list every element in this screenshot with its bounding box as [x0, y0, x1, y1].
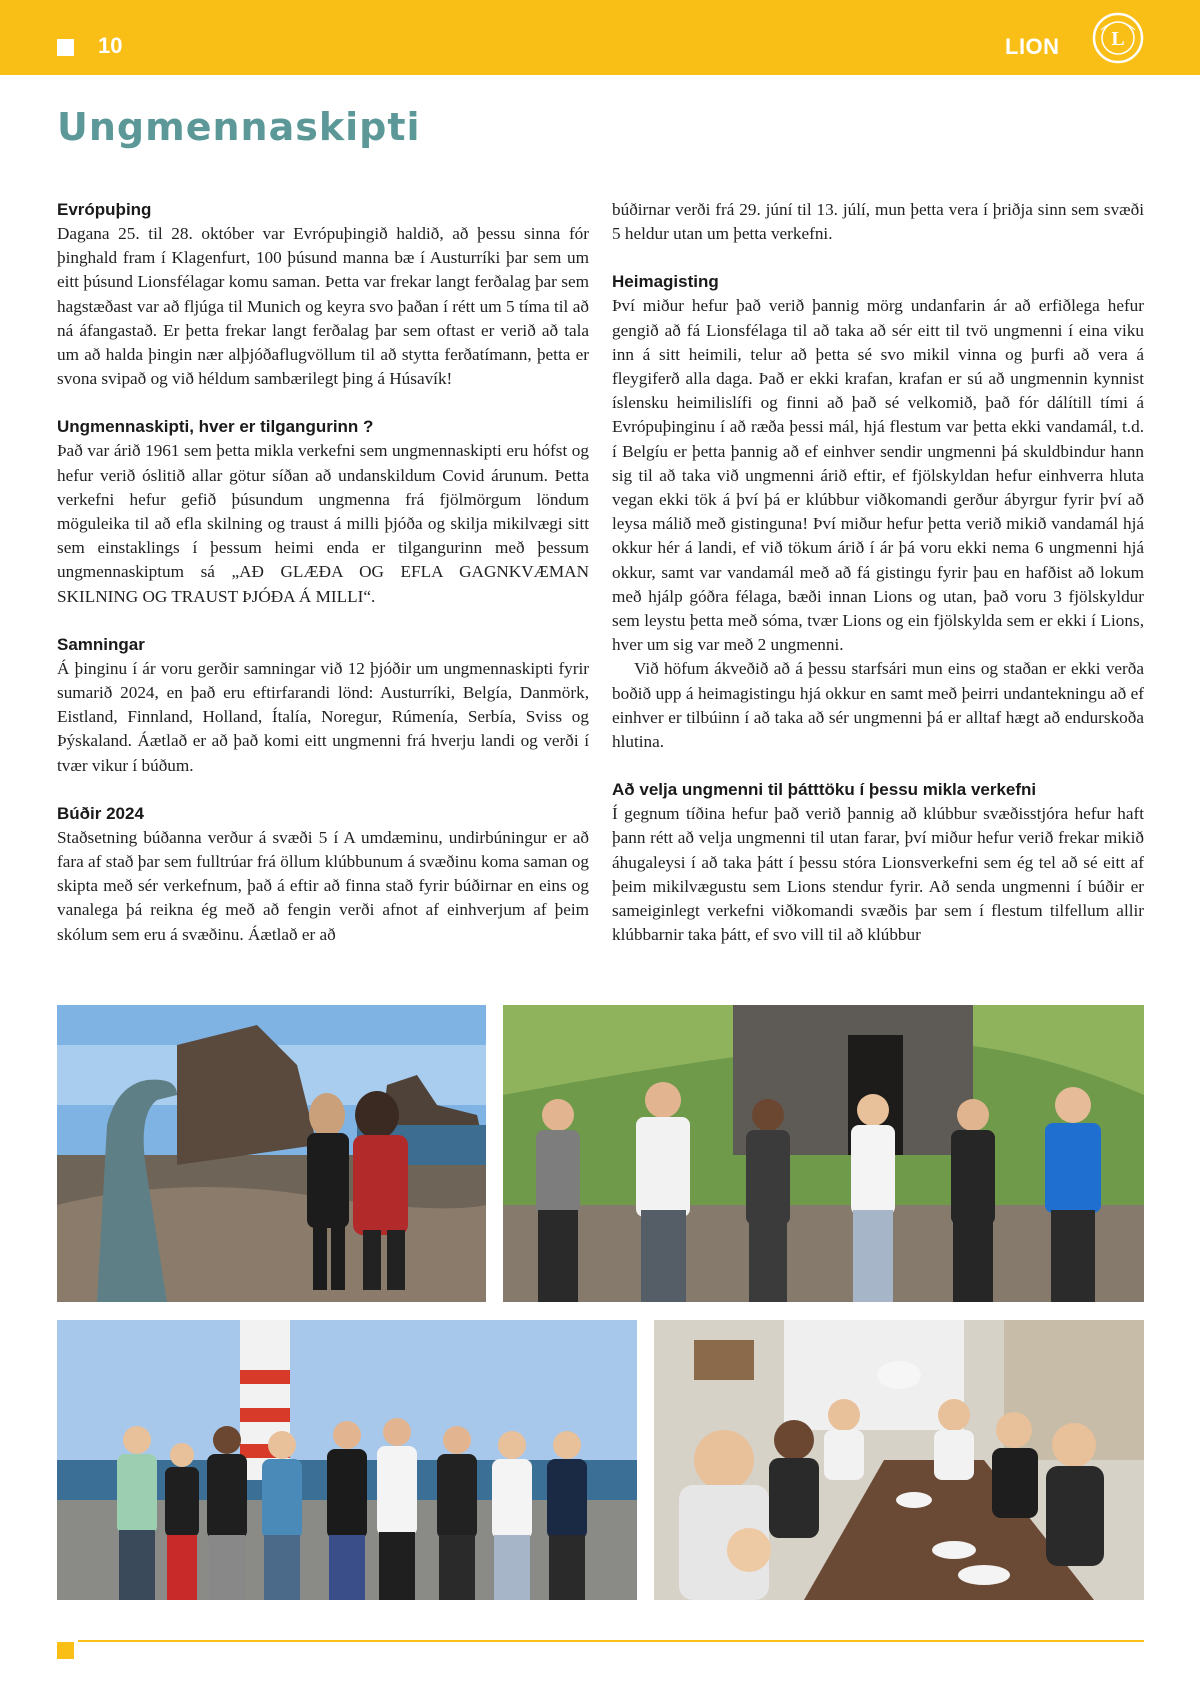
section-heading: Heimagisting [612, 272, 719, 292]
section-body: Á þinginu í ár voru gerðir samningar við 12 þjóðir um ungmennaskipti fyrir sumarið 2024, en það eru eftirfarandi lönd: Austurríki, Belgía, Danmörk, Eistland, Finnland, Holland, Ítalía, Noregur, Rúmenía, Serbía, Sviss og Þýskaland. Áætlað er að það komi eitt ungmenni frá hverju landi og verði í tvær vikur í búðum. [57, 658, 589, 775]
continued-paragraph: búðirnar verði frá 29. júní til 13. júlí, mun þetta vera í þriðja sinn sem svæði 5 heldur utan um þetta verkefni. [612, 200, 1144, 244]
section-heading: Búðir 2024 [57, 803, 144, 823]
photo-group-turf-house [503, 1005, 1144, 1302]
photo-group-lighthouse [57, 1320, 637, 1600]
section-heading: Samningar [57, 634, 145, 654]
section-body: Við höfum ákveðið að á þessu starfsári mun eins og staðan er ekki verða boðið upp á heimagistingu hjá okkur en samt með þeirri undantekningu að ef einhver er tilbúinn í að taka að sér ungmenni þá er alltaf hægt að endurskoða hlutina. [612, 659, 1144, 752]
lions-emblem-icon [1092, 12, 1144, 64]
svg-text:L: L [1111, 28, 1125, 50]
page-header [0, 0, 1200, 75]
page-number: 10 [98, 33, 123, 58]
header-square-marker [57, 39, 74, 56]
article-title: Ungmennaskipti [57, 105, 421, 149]
section-body: Í gegnum tíðina hefur það verið þannig að klúbbur svæðisstjóra hefur haft þann rétt að velja ungmenni til utan farar, því miður hefur verið frekar mikið áhugaleysi í að taka þátt í þessu stóra Lionsverkefni sem ég tel að sé eitt af þeim mikilvægustu sem Lions stendur fyrir. Að senda ungmenni í búðir er sameiginlegt verkefni viðkomandi svæðis þar sem í flestum tilfellum allir klúbbarnir taka þátt, ef svo vill til að klúbbur [612, 804, 1144, 945]
photo-coast-statue [57, 1005, 486, 1302]
section-body: Staðsetning búðanna verður á svæði 5 í A umdæminu, undirbúningur er að fara af stað þar sem fulltrúar frá öllum klúbbunum á svæðinu koma saman og skipta með sér verkefnum, það á eftir að finna stað fyrir búðirnar en eins og vanalega þá reikna ég með að fengin verði afnot af einhverjum af þeim skólum sem eru á svæðinu. Áætlað er að [57, 827, 589, 944]
right-text-column [612, 198, 1144, 947]
left-text-column [57, 198, 589, 947]
section-body: Það var árið 1961 sem þetta mikla verkefni sem ungmennaskipti eru hófst og hefur verið óslitið allar götur síðan að undanskildum Covid árunum. Þetta verkefni hefur gefið þúsundum ungmenna frá fjölmörgum löndum möguleika til að efla skilning og traust á milli þjóða og skilja mikilvægi sitt sem einstaklings í þessum heimi enda er tilgangurinn með þessum ungmennaskiptum sá „AÐ GLÆÐA OG EFLA GAGNKVÆMAN SKILNING OG TRAUST ÞJÓÐA Á MILLI“. [57, 441, 589, 606]
footer-rule [78, 1640, 1144, 1642]
brand-label: LION [1005, 34, 1060, 59]
section-heading: Að velja ungmenni til þátttöku í þessu mikla verkefni [612, 780, 1037, 800]
photo-dinner-table [654, 1320, 1144, 1600]
section-body: Dagana 25. til 28. október var Evrópuþingið haldið, að þessu sinna fór þinghald fram í Klagenfurt, 100 þúsund manna bæ í Austurríki þar sem um eitt þúsund Lionsfélagar komu saman. Þetta var frekar langt ferðalag þar sem hagstæðast var að fljúga til Munich og keyra svo þaðan í rétt um 5 tíma til að ná áfangastað. Er þetta frekar langt ferðalag þar sem oftast er verið að tala um að halda þingin nær alþjóðaflugvöllum til að stytta ferðatímann, þetta er svona svipað og við héldum sambærilegt þing á Húsavík! [57, 224, 589, 389]
section-heading: Ungmennaskipti, hver er tilgangurinn ? [57, 417, 374, 437]
section-heading: Evrópuþing [57, 200, 152, 219]
section-body: Því miður hefur það verið þannig mörg undanfarin ár að erfiðlega hefur gengið að fá Lionsfélaga til að taka að sér eitt til tvö ungmenni í eina viku inn á sitt heimili, telur að þetta sé svo mikil vinna og þurfi að vera á fleygiferð alla daga. Það er ekki krafan, krafan er sú að ungmennin kynnist íslensku heimilislífi og finni að það sé velkomið, það fór dálítill tími á Evrópuþinginu í að ræða þessi mál, hjá flestum var þetta ekki vandamál, t.d. í Belgíu er þetta þannig að ef einhver sendir ungmenni þá skuldbindur hann sig til að taka við ungmenni árið eftir, ef fjölskyldan hefur einhverra hluta vegan ekki tök á því þá er klúbbur viðkomandi gerður ábyrgur fyrir því að leysa málið með gistinguna! Því miður hefur þetta verið mikið vandamál hjá okkur hér á landi, ef við tökum árið í ár þá voru ekki nema 6 ungmenni hjá okkur, samt var vandamál með að fá gistingu fyrir þau en hafðist að lokum með hjálp góðra félaga, bæði innan Lions og utan, það voru 3 fjölskyldur sem leystu þetta með sóma, tvær Lions og ein fjölskylda sem er ekki í Lions, hver um sig var með 2 ungmenni. [612, 296, 1144, 655]
footer-square-marker [57, 1642, 74, 1659]
